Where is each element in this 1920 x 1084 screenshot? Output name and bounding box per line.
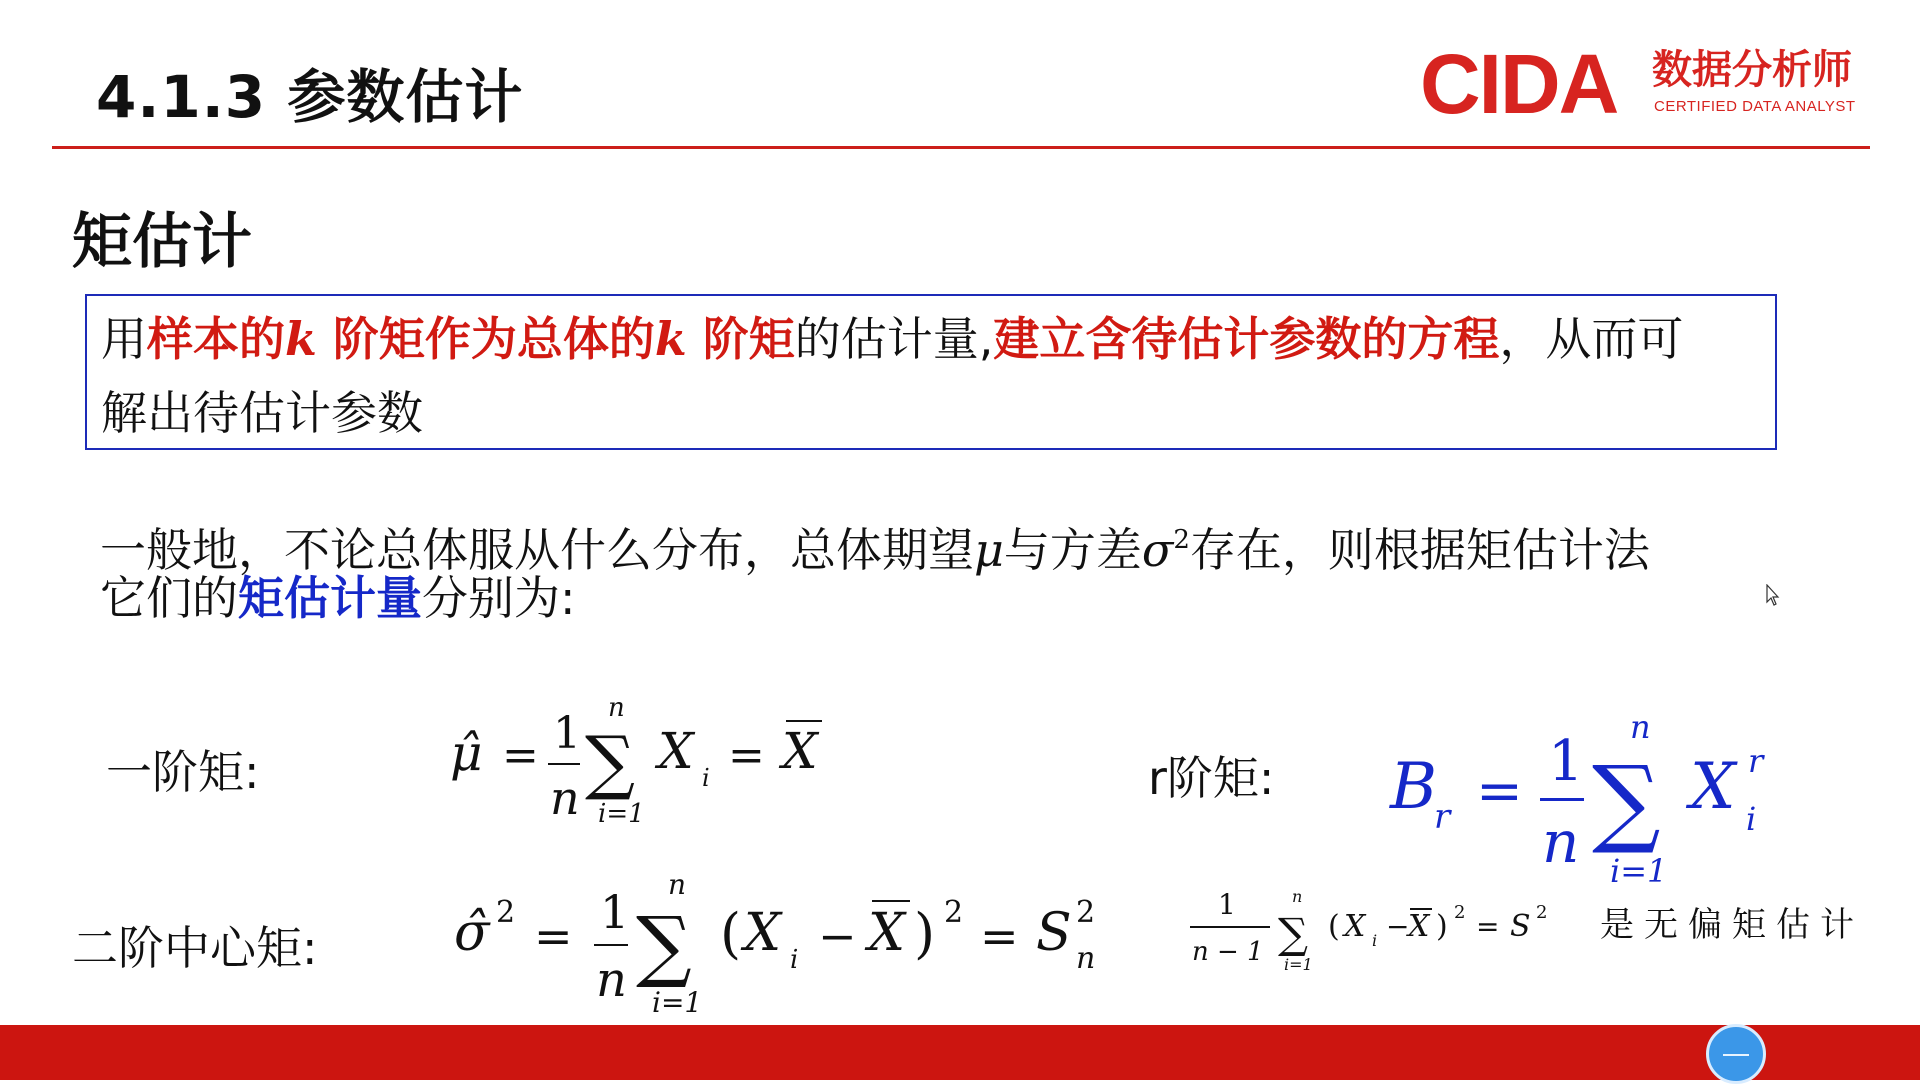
para-text: 它们的: [100, 571, 238, 625]
s-variable: S: [1510, 909, 1531, 944]
numerator-one: 1: [553, 708, 581, 759]
definition-line-2: 解出待估计参数: [101, 386, 423, 440]
def-k-symbol: k: [285, 312, 317, 366]
minus-sign: −: [818, 909, 857, 963]
x-variable: X: [658, 722, 694, 780]
definition-line-1: [101, 312, 1683, 366]
moment-estimator-highlight: 矩估计量: [238, 571, 422, 625]
sum-symbol: ∑: [636, 901, 692, 991]
equals-sign: =: [534, 909, 573, 963]
sum-lower: i=1: [652, 986, 703, 1019]
x-bar: X: [782, 722, 818, 780]
navigation-icon: [1723, 1054, 1749, 1056]
navigation-button[interactable]: [1706, 1024, 1766, 1084]
denominator-n: n: [1542, 808, 1580, 876]
numerator-one: 1: [1548, 729, 1584, 794]
denominator-n-minus-1: n − 1: [1192, 937, 1264, 967]
logo-english-text: CERTIFIED DATA ANALYST: [1654, 98, 1856, 115]
formula-unbiased-variance: [1180, 878, 1880, 978]
label-first-moment: 一阶矩:: [106, 745, 260, 799]
equals-sign: =: [728, 730, 765, 781]
mouse-pointer-icon: [1766, 584, 1782, 608]
minus-sign: −: [1386, 910, 1410, 943]
left-paren: (: [1328, 909, 1340, 944]
x-variable: X: [1690, 750, 1736, 824]
mu-hat: μ̂: [450, 724, 483, 782]
paragraph-line-1: [100, 512, 1650, 578]
fraction-bar: [594, 944, 628, 946]
sum-symbol: ∑: [1278, 909, 1308, 958]
def-text: 用: [101, 312, 147, 366]
exponent-two: 2: [496, 895, 516, 930]
sigma-hat: σ̂: [454, 903, 490, 963]
sum-upper: n: [1292, 887, 1303, 906]
exponent-two: 2: [1076, 895, 1096, 930]
x-variable: X: [1344, 909, 1366, 944]
fraction-bar: [1190, 926, 1270, 928]
left-paren: (: [720, 902, 742, 965]
sigma-symbol: σ: [1141, 523, 1174, 577]
denominator-n: n: [550, 771, 580, 825]
x-subscript: i: [1372, 931, 1378, 950]
equals-sign: =: [980, 909, 1019, 963]
def-text: ，从而可: [1499, 312, 1684, 366]
x-subscript: i: [702, 764, 710, 792]
label-r-moment: r阶矩:: [1148, 751, 1275, 805]
sum-lower: i=1: [1284, 955, 1313, 974]
para-text: 一般地，不论总体服从什么分布，总体期望: [100, 523, 974, 577]
formula-sample-mean: [440, 690, 860, 840]
para-text: 分别为:: [422, 571, 576, 625]
def-highlight: 阶矩: [686, 312, 795, 366]
def-highlight: 建立含待估计参数的方程: [993, 312, 1500, 366]
sum-upper: n: [608, 693, 625, 723]
paragraph-line-2: [100, 570, 576, 626]
formula-sample-variance: [440, 860, 1120, 1020]
sum-upper: n: [1630, 712, 1651, 746]
slide-title: 4.1.3 参数估计: [96, 63, 524, 131]
sum-upper: n: [668, 868, 687, 901]
logo-letters: CIDA: [1420, 37, 1618, 131]
s-subscript: n: [1076, 941, 1096, 976]
numerator-one: 1: [1218, 888, 1236, 921]
equals-sign: =: [1476, 910, 1500, 943]
para-text: 存在，则根据矩估计法: [1189, 523, 1650, 577]
unbiased-note: 是无偏矩估计: [1600, 905, 1864, 945]
right-paren: ): [1436, 909, 1448, 944]
sum-lower: i=1: [598, 799, 645, 829]
sum-symbol: ∑: [1592, 745, 1661, 857]
label-second-central-moment: 二阶中心矩:: [72, 921, 318, 975]
def-highlight: 阶矩作为总体的: [316, 312, 655, 366]
formula-r-moment: [1380, 712, 1780, 892]
denominator-n: n: [596, 952, 627, 1008]
def-k-symbol: k: [654, 312, 687, 366]
equals-sign: =: [502, 730, 539, 781]
para-text: 与方差: [1003, 523, 1142, 577]
footer-bar: [0, 1025, 1920, 1080]
equals-sign: =: [1476, 759, 1523, 824]
def-text: 的估计量,: [794, 312, 994, 366]
sum-lower: i=1: [1610, 852, 1668, 890]
sum-symbol: ∑: [585, 721, 635, 803]
x-variable: X: [744, 903, 782, 963]
exponent-two: 2: [944, 895, 964, 930]
exponent-two: 2: [1536, 902, 1548, 923]
exponent-two: 2: [1454, 902, 1466, 923]
x-subscript: i: [790, 945, 799, 975]
b-subscript: r: [1434, 797, 1451, 837]
def-highlight: 样本的: [147, 312, 285, 366]
x-bar: X: [1408, 909, 1430, 944]
fraction-bar: [548, 763, 580, 765]
b-variable: B: [1390, 750, 1438, 824]
fraction-bar: [1540, 798, 1584, 801]
header-divider: [52, 146, 1870, 149]
numerator-one: 1: [600, 885, 630, 939]
x-subscript: i: [1746, 800, 1757, 838]
sigma-exponent: 2: [1173, 525, 1190, 555]
right-paren: ): [914, 902, 936, 965]
overline: [872, 900, 910, 902]
x-superscript: r: [1748, 742, 1764, 780]
section-heading: 矩估计: [72, 207, 252, 277]
mu-symbol: μ: [974, 523, 1004, 577]
logo-chinese-text: 数据分析师: [1652, 47, 1852, 93]
x-bar: X: [868, 903, 906, 963]
cda-logo: [1420, 37, 1880, 131]
s-variable: S: [1036, 903, 1072, 963]
definition-box: [85, 294, 1777, 450]
